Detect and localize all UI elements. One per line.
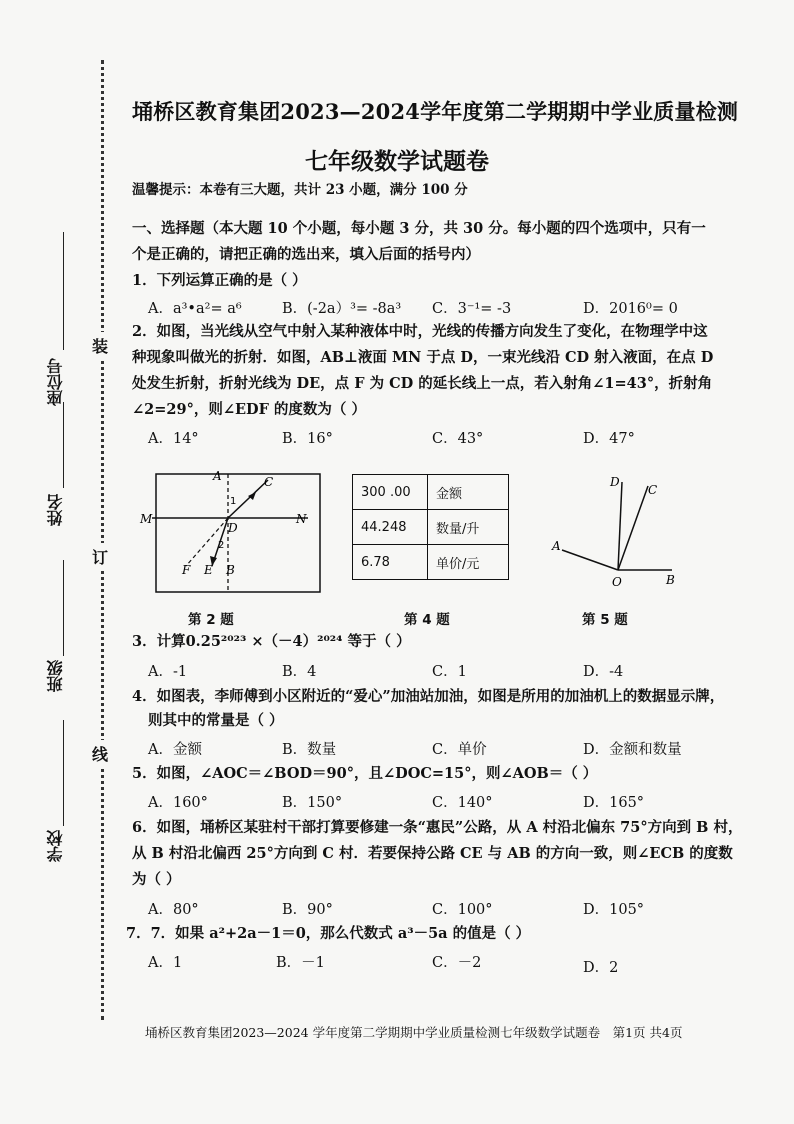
section1-heading-line2: 个是正确的，请把正确的选出来，填入后面的括号内）: [132, 246, 480, 263]
fig2-point-f: F: [182, 563, 191, 577]
q7-option-b: B．－1: [276, 955, 325, 971]
pump-amount-label: 金额: [428, 475, 509, 510]
table-row: [353, 475, 509, 510]
figure-4-caption: 第 4 题: [404, 612, 450, 628]
q2-option-b: B．16°: [282, 431, 333, 447]
pump-quantity-value: 44.248: [353, 510, 428, 545]
q4-option-b: B．数量: [282, 742, 337, 758]
q3-stem: 3．计算0.25²⁰²³ ×（－4）²⁰²⁴ 等于（ ）: [132, 633, 411, 650]
school-blank: [63, 720, 64, 826]
fig2-point-c: C: [264, 475, 274, 489]
figure-2-caption: 第 2 题: [188, 612, 234, 628]
q4-option-d: D．金额和数量: [583, 742, 682, 758]
q3-option-c: C．1: [432, 664, 467, 680]
seat-number-blank: [63, 232, 64, 350]
q2-stem-line2: 种现象叫做光的折射．如图，AB⊥液面 MN 于点 D，一束光线沿 CD 射入液面，在点 D: [132, 349, 714, 366]
q3-option-b: B．4: [282, 664, 317, 680]
fig2-point-b: B: [226, 563, 235, 577]
q2-option-c: C．43°: [432, 431, 484, 447]
q7-stem: 7．7．如果 a²+2a－1＝0，那么代数式 a³－5a 的值是（ ）: [126, 925, 531, 942]
fig2-point-e: E: [204, 563, 213, 577]
q6-option-c: C．100°: [432, 902, 493, 918]
q5-option-a: A．160°: [148, 795, 208, 811]
q4-option-c: C．单价: [432, 742, 487, 758]
class-label: 班级: [46, 660, 65, 692]
q3-option-d: D．-4: [583, 664, 624, 680]
q1-option-a: A．a³•a²= a⁶: [148, 301, 242, 317]
name-label: 姓名: [46, 494, 65, 526]
exam-title: 埇桥区教育集团2023—2024学年度第二学期期中学业质量检测: [132, 99, 739, 124]
q6-stem-line2: 从 B 村沿北偏西 25°方向到 C 村．若要保持公路 CE 与 AB 的方向一致，则∠ECB 的度数: [132, 845, 733, 862]
q1-option-b: B．(-2a）³= -8a³: [282, 301, 402, 317]
q6-option-d: D．105°: [583, 902, 645, 918]
fig2-point-a: A: [213, 469, 222, 483]
q2-option-a: A．14°: [148, 431, 199, 447]
fig5-point-d: D: [610, 475, 620, 489]
q6-stem-line1: 6．如图，埇桥区某驻村干部打算要修建一条“惠民”公路，从 A 村沿北偏东 75°方向到 B 村，: [132, 819, 743, 836]
fig2-point-m: M: [140, 512, 153, 526]
fig5-point-c: C: [648, 483, 658, 497]
q4-stem-line1: 4．如图表，李师傅到小区附近的“爱心”加油站加油，如图是所用的加油机上的数据显示牌，: [132, 688, 725, 705]
table-row: [353, 510, 509, 545]
pump-amount-value: 300 .00: [353, 475, 428, 510]
q7-option-a: A．1: [148, 955, 183, 971]
fig5-point-o: O: [612, 575, 622, 589]
q6-stem-line3: 为（ ）: [132, 871, 181, 888]
q5-option-b: B．150°: [282, 795, 343, 811]
table-row: [353, 545, 509, 580]
figure-2-diagram: [138, 466, 328, 596]
pump-price-value: 6.78: [353, 545, 428, 580]
fig2-point-d: D: [228, 521, 238, 535]
q2-option-d: D．47°: [583, 431, 635, 447]
fig2-angle-2: 2: [218, 540, 225, 551]
binding-dotted-line: [101, 60, 104, 1020]
pump-price-label: 单价/元: [428, 545, 509, 580]
q5-stem: 5．如图，∠AOC＝∠BOD＝90°，且∠DOC=15°，则∠AOB＝（ ）: [132, 765, 598, 782]
name-blank: [63, 402, 64, 488]
q7-option-c: C．－2: [432, 955, 482, 971]
q2-stem-line3: 处发生折射，折射光线为 DE，点 F 为 CD 的延长线上一点，若入射角∠1=43°，折射角: [132, 375, 713, 392]
fig5-point-b: B: [666, 573, 675, 587]
figure-5-caption: 第 5 题: [582, 612, 628, 628]
q7-option-d: D．2: [583, 960, 619, 976]
figure-5-diagram: [548, 470, 678, 590]
section1-heading-line1: 一、选择题（本大题 10 个小题，每小题 3 分，共 30 分。每小题的四个选项中，只有一: [132, 220, 706, 237]
exam-subtitle: 七年级数学试题卷: [305, 148, 489, 175]
page-footer: 埇桥区教育集团2023—2024 学年度第二学期期中学业质量检测七年级数学试题卷 第1页 共4页: [145, 1025, 683, 1040]
pump-quantity-label: 数量/升: [428, 510, 509, 545]
fig5-point-a: A: [552, 539, 561, 553]
q3-option-a: A．-1: [148, 664, 188, 680]
tip-text: 温馨提示：本卷有三大题，共计 23 小题，满分 100 分: [132, 182, 468, 198]
seat-number-label: 座位号: [46, 358, 65, 406]
q6-option-a: A．80°: [148, 902, 199, 918]
q1-option-c: C．3⁻¹= -3: [432, 301, 512, 317]
q2-stem-line4: ∠2=29°，则∠EDF 的度数为（ ）: [132, 401, 366, 418]
q2-stem-line1: 2．如图，当光线从空气中射入某种液体中时，光线的传播方向发生了变化，在物理学中这: [132, 323, 708, 340]
q5-option-d: D．165°: [583, 795, 645, 811]
binding-char-xian: 线: [92, 740, 108, 767]
q1-stem: 1．下列运算正确的是（ ）: [132, 272, 307, 289]
binding-char-zhuang: 装: [92, 332, 108, 359]
q6-option-b: B．90°: [282, 902, 333, 918]
fig2-angle-1: 1: [230, 496, 237, 507]
fig2-point-n: N: [296, 512, 307, 526]
class-blank: [63, 560, 64, 656]
q5-option-c: C．140°: [432, 795, 493, 811]
q4-stem-line2: 则其中的常量是（ ）: [148, 712, 284, 729]
q4-option-a: A．金额: [148, 742, 202, 758]
binding-char-ding: 订: [92, 543, 108, 570]
figure-4-pump-display: [352, 474, 509, 580]
school-label: 学校: [46, 830, 65, 862]
q1-option-d: D．2016⁰= 0: [583, 301, 678, 317]
